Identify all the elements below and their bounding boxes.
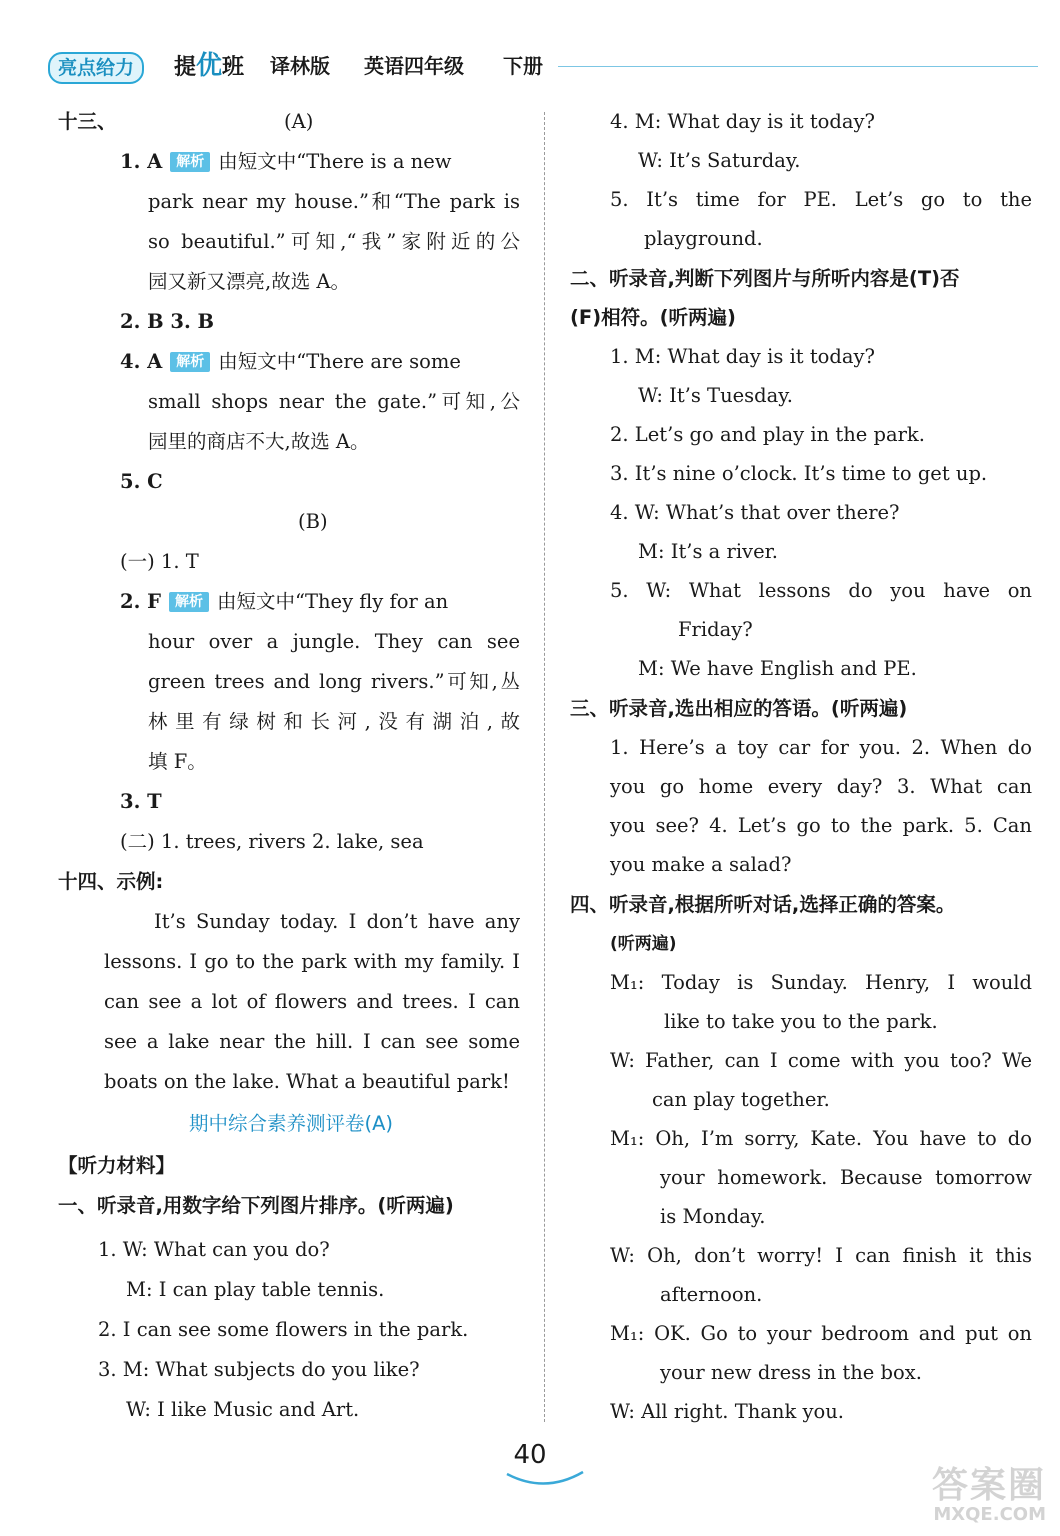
dialogue-line: W: It’s Saturday. [638,149,801,172]
dialogue-line: your new dress in the box. [660,1361,922,1384]
dialogue-line: can play together. [652,1088,830,1111]
section-13-heading: 十三、 [58,110,117,133]
subject: 英语四年级 [364,54,464,78]
series-name: 提优班 [174,51,245,81]
dialogue-line: 5. It’s time for PE. Let’s go to the [610,188,1032,211]
brand-badge: 亮点给力 [48,52,144,84]
section-heading: 一、听录音,用数字给下列图片排序。(听两遍) [58,1194,454,1217]
analysis-tag: 解析 [169,592,209,612]
dialogue-line: W: Oh, don’t worry! I can finish it this [610,1244,1032,1267]
text-line: 填 F。 [148,750,207,773]
text-line: 林里有绿树和长河,没有湖泊,故 [148,710,520,733]
dialogue-line: M₁: Oh, I’m sorry, Kate. You have to do [610,1127,1032,1150]
answer-line: 1. A 解析 由短文中“There is a new [120,150,452,173]
answer-line: (一) 1. T [120,550,199,573]
text-line: so beautiful.”可知,“我”家附近的公 [148,230,520,253]
page-number-swoosh [505,1468,585,1490]
page-number: 40 [513,1440,547,1470]
section-heading: 三、听录音,选出相应的答语。(听两遍) [570,697,908,720]
listening-material-heading: 【听力材料】 [58,1154,176,1177]
dialogue-line: W: I like Music and Art. [126,1398,360,1421]
answer-line: 3. T [120,790,162,813]
dialogue-line: 2. Let’s go and play in the park. [610,423,925,446]
dialogue-line: your homework. Because tomorrow [660,1166,1032,1189]
answer-line: 2. B 3. B [120,310,215,333]
essay-line: It’s Sunday today. I don’t have any [154,910,520,933]
dialogue-line: W: All right. Thank you. [610,1400,844,1423]
essay-line: see a lake near the hill. I can see some [104,1030,520,1053]
dialogue-line: 2. I can see some flowers in the park. [98,1318,469,1341]
dialogue-line: 5. W: What lessons do you have on [610,579,1032,602]
section-heading: 二、听录音,判断下列图片与所听内容是(T)否 [570,267,960,290]
dialogue-line: 4. W: What’s that over there? [610,501,900,524]
dialogue-line: 4. M: What day is it today? [610,110,875,133]
essay-line: boats on the lake. What a beautiful park! [104,1070,510,1093]
essay-line: can see a lot of flowers and trees. I can [104,990,520,1013]
exam-title: 期中综合素养测评卷(A) [188,1112,394,1135]
answer-line: 5. C [120,470,163,493]
section-heading: (听两遍) [610,934,677,954]
text-line: 1. Here’s a toy car for you. 2. When do [610,736,1032,759]
watermark: 答案圈 MXQE.COM [931,1465,1046,1525]
section-heading: 四、听录音,根据所听对话,选择正确的答案。 [570,893,956,916]
text-line: park near my house.”和“The park is [148,190,520,213]
part-a-label: (A) [284,110,314,133]
dialogue-line: M: It’s a river. [638,540,778,563]
dialogue-line: M: I can play table tennis. [126,1278,385,1301]
text-line: you go home every day? 3. What can [610,775,1032,798]
answer-line: (二) 1. trees, rivers 2. lake, sea [120,830,424,853]
text-line: hour over a jungle. They can see [148,630,520,653]
dialogue-line: M₁: Today is Sunday. Henry, I would [610,971,1032,994]
answer-line: 4. A 解析 由短文中“There are some [120,350,461,373]
section-14-heading: 十四、示例: [58,870,164,893]
volume: 下册 [503,54,543,78]
edition: 译林版 [270,54,330,78]
dialogue-line: M: We have English and PE. [638,657,917,680]
analysis-tag: 解析 [170,152,210,172]
text-line: you make a salad? [610,853,792,876]
dialogue-line: 3. M: What subjects do you like? [98,1358,420,1381]
text-line: you see? 4. Let’s go to the park. 5. Can [610,814,1032,837]
dialogue-line: like to take you to the park. [664,1010,938,1033]
column-divider [544,112,545,1422]
text-line: small shops near the gate.”可知,公 [148,390,520,413]
dialogue-line: M₁: OK. Go to your bedroom and put on [610,1322,1032,1345]
analysis-tag: 解析 [170,352,210,372]
dialogue-line: W: It’s Tuesday. [638,384,793,407]
page-header [48,48,1038,86]
section-heading: (F)相符。(听两遍) [570,306,736,329]
dialogue-line: playground. [644,227,763,250]
header-rule [558,66,1038,67]
part-b-label: (B) [298,510,328,533]
dialogue-line: W: Father, can I come with you too? We [610,1049,1032,1072]
dialogue-line: Friday? [678,618,753,641]
answer-line: 2. F 解析 由短文中“They fly for an [120,590,449,613]
text-line: 园里的商店不大,故选 A。 [148,430,370,453]
essay-line: lessons. I go to the park with my family. I [104,950,520,973]
dialogue-line: 3. It’s nine o’clock. It’s time to get up. [610,462,988,485]
text-line: green trees and long rivers.”可知,丛 [148,670,520,693]
dialogue-line: 1. M: What day is it today? [610,345,875,368]
dialogue-line: afternoon. [660,1283,763,1306]
text-line: 园又新又漂亮,故选 A。 [148,270,350,293]
dialogue-line: 1. W: What can you do? [98,1238,330,1261]
dialogue-line: is Monday. [660,1205,766,1228]
